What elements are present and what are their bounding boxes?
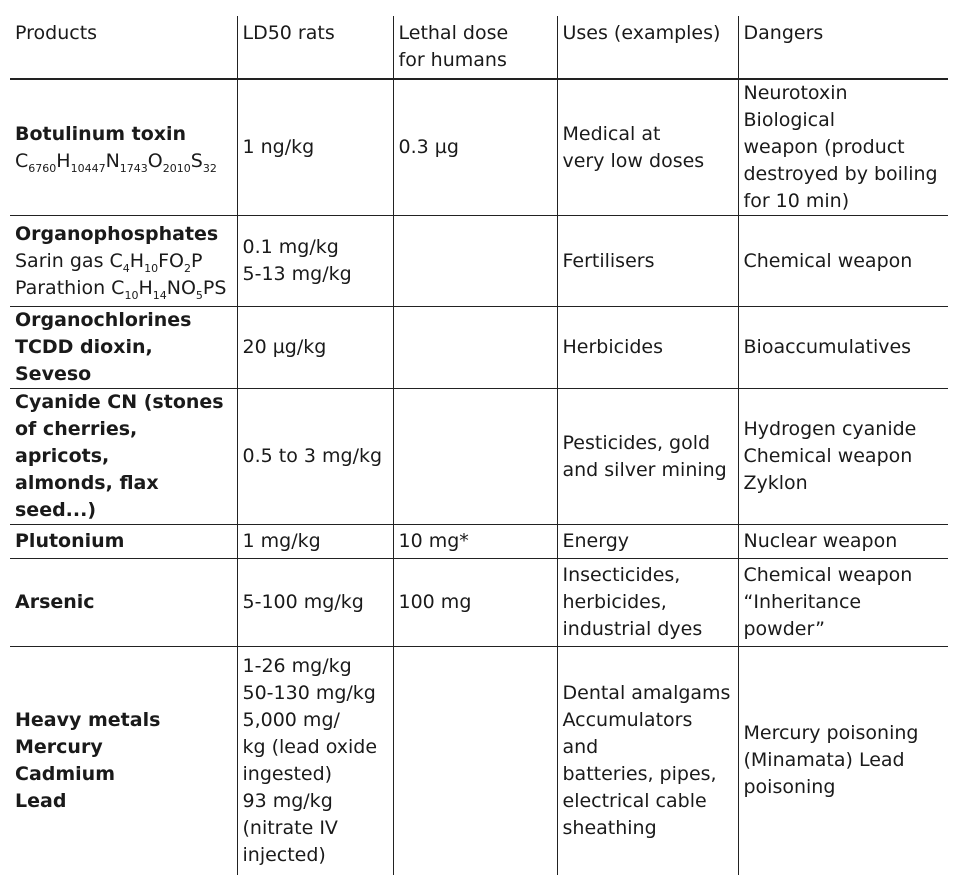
table-row <box>10 307 948 389</box>
lethal-dose-cell: 10 mg* <box>393 525 557 559</box>
lethal-dose-cell <box>393 216 557 307</box>
ld50-cell: 0.5 to 3 mg/kg <box>237 389 393 525</box>
lethal-dose-cell: 100 mg <box>393 559 557 647</box>
uses-cell: Herbicides <box>557 307 738 389</box>
dangers-cell: Nuclear weapon <box>738 525 948 559</box>
ld50-cell: 1 ng/kg <box>237 79 393 216</box>
header-products: Products <box>10 16 237 79</box>
toxicity-table <box>10 16 948 875</box>
header-lethal-line: Lethal dose <box>398 22 509 44</box>
header-row <box>10 16 948 79</box>
product-cell: Heavy metals Mercury Cadmium Lead <box>10 647 237 875</box>
table-row <box>10 525 948 559</box>
ld50-cell: 1-26 mg/kg 50-130 mg/kg 5,000 mg/ kg (lead oxide ingested) 93 mg/kg (nitrate IV injected) <box>237 647 393 875</box>
ld50-cell: 5-100 mg/kg <box>237 559 393 647</box>
uses-cell: Medical at very low doses <box>557 79 738 216</box>
dangers-cell: Mercury poisoning (Minamata) Lead poisoning <box>738 647 948 875</box>
table-row <box>10 216 948 307</box>
product-cell: Arsenic <box>10 559 237 647</box>
product-title: Organophosphates <box>15 222 219 245</box>
ld50-cell: 0.1 mg/kg 5-13 mg/kg <box>237 216 393 307</box>
lethal-dose-cell <box>393 389 557 525</box>
uses-cell: Dental amalgams Accumulators and batteries, pipes, electrical cable sheathing <box>557 647 738 875</box>
chemical-formula: $C_{6760}H_{10447}N_{1743}O_{2010}S_{32}$ <box>15 149 217 175</box>
header-lethal-line: for humans <box>398 49 507 71</box>
product-cell: Organochlorines TCDD dioxin, Seveso <box>10 307 237 389</box>
table-row <box>10 79 948 216</box>
header-lethal-dose <box>393 16 557 79</box>
dangers-cell: Hydrogen cyanide Chemical weapon Zyklon <box>738 389 948 525</box>
product-cell: Plutonium <box>10 525 237 559</box>
uses-cell: Fertilisers <box>557 216 738 307</box>
ld50-cell: 1 mg/kg <box>237 525 393 559</box>
dangers-cell: Bioaccumulatives <box>738 307 948 389</box>
ld50-cell: 20 µg/kg <box>237 307 393 389</box>
uses-cell: Insecticides, herbicides, industrial dyes <box>557 559 738 647</box>
lethal-dose-cell <box>393 647 557 875</box>
product-cell <box>10 79 237 216</box>
dangers-cell: Chemical weapon “Inheritance powder” <box>738 559 948 647</box>
uses-cell: Pesticides, gold and silver mining <box>557 389 738 525</box>
product-cell: Cyanide CN (stones of cherries, apricots, almonds, flax seed...) <box>10 389 237 525</box>
table-row <box>10 559 948 647</box>
dangers-cell: Neurotoxin Biological weapon (product destroyed by boiling for 10 min) <box>738 79 948 216</box>
lethal-dose-cell <box>393 307 557 389</box>
product-cell <box>10 216 237 307</box>
chemical-formula: Parathion $C_{10}H_{14}NO_5PS$ <box>15 276 227 302</box>
lethal-dose-cell: 0.3 µg <box>393 79 557 216</box>
header-dangers: Dangers <box>738 16 948 79</box>
chemical-formula: Sarin gas $C_4H_{10}FO_2P$ <box>15 249 203 275</box>
header-ld50: LD50 rats <box>237 16 393 79</box>
product-title: Botulinum toxin <box>15 122 187 145</box>
header-uses: Uses (examples) <box>557 16 738 79</box>
dangers-cell: Chemical weapon <box>738 216 948 307</box>
table-row <box>10 647 948 875</box>
table-row <box>10 389 948 525</box>
uses-cell: Energy <box>557 525 738 559</box>
